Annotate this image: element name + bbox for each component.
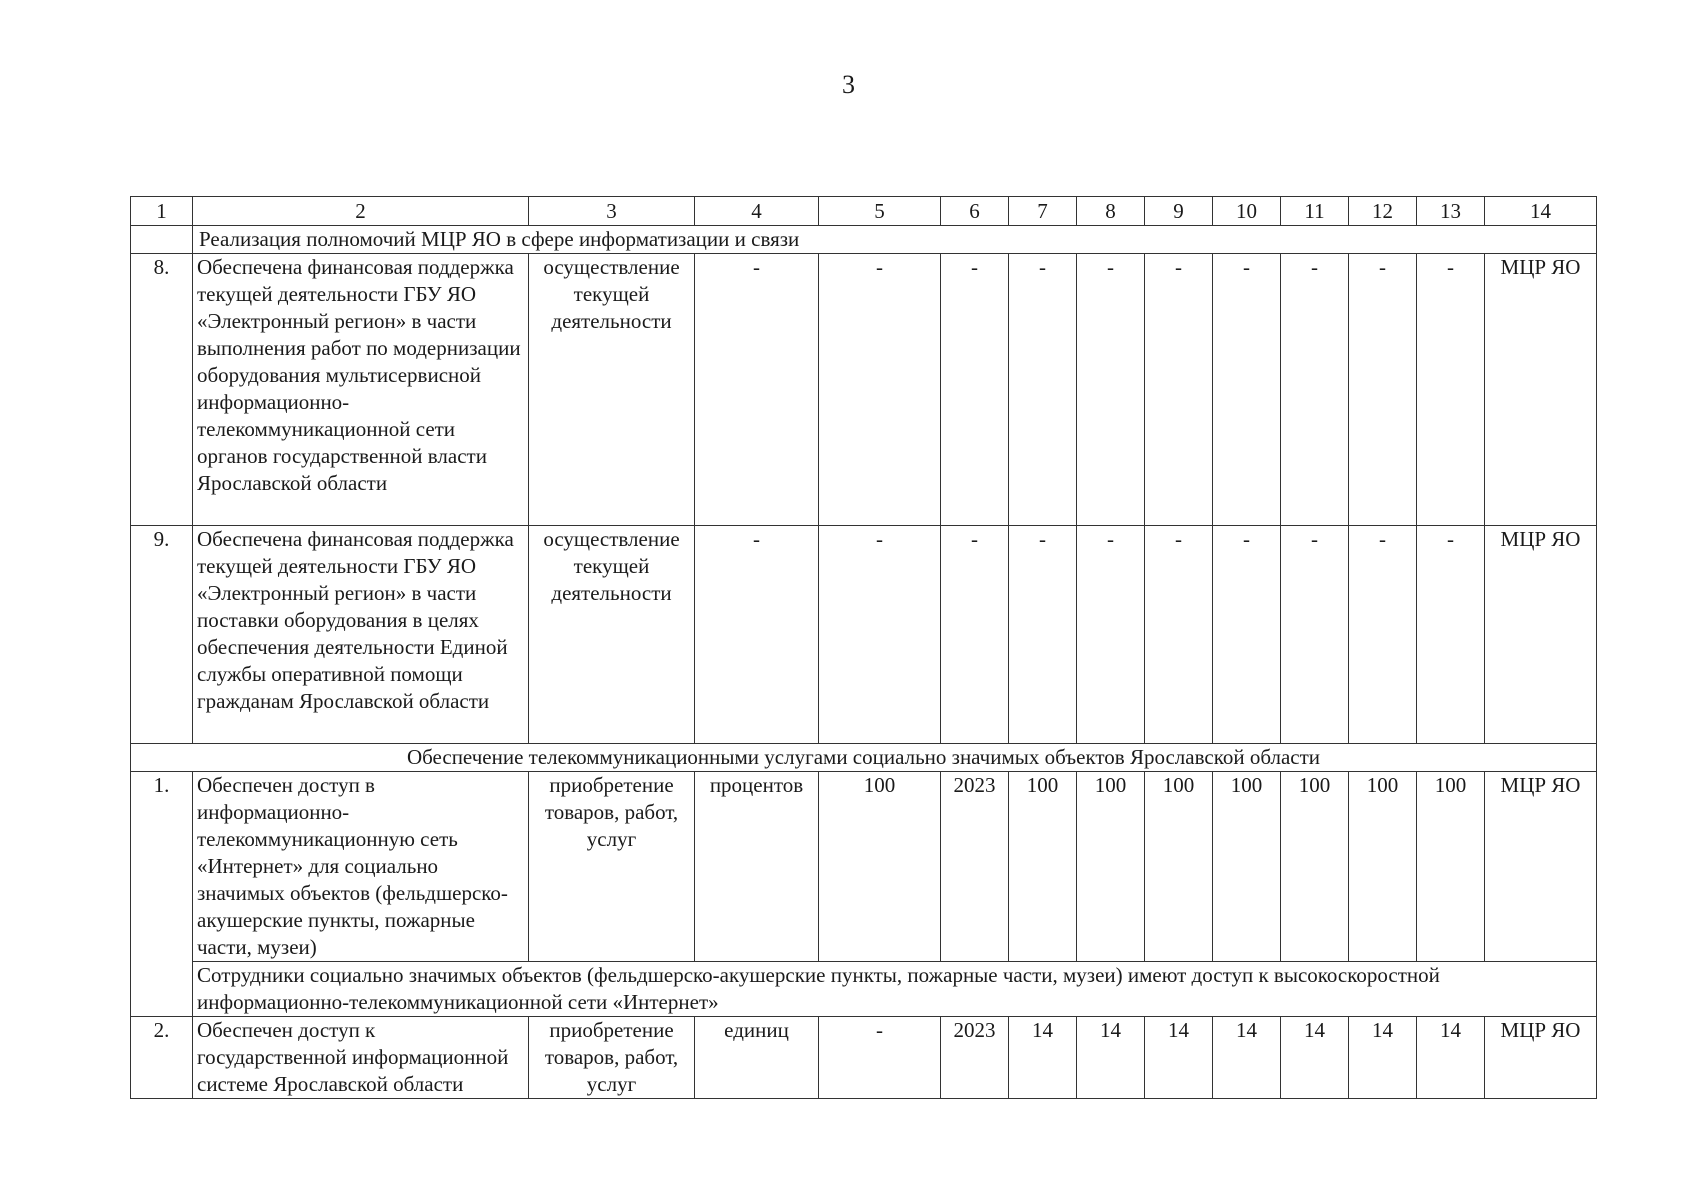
- base-value-cell: -: [819, 254, 941, 526]
- section-row-telecom: [131, 744, 1597, 772]
- table-row: [131, 1017, 1597, 1099]
- col-header-9: 9: [1145, 197, 1213, 226]
- value-cell: 100: [1417, 772, 1485, 962]
- col-header-8: 8: [1077, 197, 1145, 226]
- base-year-cell: 2023: [941, 772, 1009, 962]
- col-header-1: 1: [131, 197, 193, 226]
- base-value-cell: 100: [819, 772, 941, 962]
- value-cell: -: [1349, 254, 1417, 526]
- section-row-informatization: [131, 226, 1597, 254]
- value-cell: -: [1077, 254, 1145, 526]
- column-number-row: [131, 197, 1597, 226]
- measure-type: осуществление текущей деятельности: [529, 526, 695, 744]
- measure-description: Обеспечена финансовая поддержка текущей деятельности ГБУ ЯО «Электронный регион» в части поставки оборудования в целях обеспечения деятельности Единой службы оперативной помощи гражданам Ярославской области: [193, 526, 529, 744]
- responsible-cell: МЦР ЯО: [1485, 254, 1597, 526]
- page-number: 3: [842, 70, 855, 99]
- unit-cell: процентов: [695, 772, 819, 962]
- value-cell: 100: [1145, 772, 1213, 962]
- col-header-12: 12: [1349, 197, 1417, 226]
- result-note-row: [131, 962, 1597, 1017]
- col-header-4: 4: [695, 197, 819, 226]
- responsible-cell: МЦР ЯО: [1485, 526, 1597, 744]
- col-header-5: 5: [819, 197, 941, 226]
- measure-description: Обеспечена финансовая поддержка текущей деятельности ГБУ ЯО «Электронный регион» в части выполнения работ по модернизации оборудования мультисервисной информационно-телекоммуникационной сети органов государственной власти Ярославской области: [193, 254, 529, 526]
- value-cell: 14: [1009, 1017, 1077, 1099]
- col-header-14: 14: [1485, 197, 1597, 226]
- table-row: [131, 254, 1597, 526]
- value-cell: -: [1281, 254, 1349, 526]
- value-cell: -: [1281, 526, 1349, 744]
- table-row: [131, 772, 1597, 962]
- table-row: [131, 526, 1597, 744]
- section-title: Обеспечение телекоммуникационными услугами социально значимых объектов Ярославской области: [131, 744, 1597, 772]
- unit-cell: -: [695, 526, 819, 744]
- base-year-cell: 2023: [941, 1017, 1009, 1099]
- row-number: 8.: [131, 254, 193, 526]
- value-cell: -: [1213, 526, 1281, 744]
- measure-type: приобретение товаров, работ, услуг: [529, 772, 695, 962]
- col-header-3: 3: [529, 197, 695, 226]
- section-title: Реализация полномочий МЦР ЯО в сфере информатизации и связи: [193, 226, 1597, 254]
- value-cell: 100: [1077, 772, 1145, 962]
- value-cell: 14: [1349, 1017, 1417, 1099]
- value-cell: -: [1145, 526, 1213, 744]
- result-note: Сотрудники социально значимых объектов (фельдшерско-акушерские пункты, пожарные части, музеи) имеют доступ к высокоскоростной информационно-телекоммуникационной сети «Интернет»: [193, 962, 1597, 1017]
- base-value-cell: -: [819, 526, 941, 744]
- value-cell: 100: [1009, 772, 1077, 962]
- unit-cell: единиц: [695, 1017, 819, 1099]
- value-cell: -: [1417, 254, 1485, 526]
- value-cell: 100: [1349, 772, 1417, 962]
- col-header-11: 11: [1281, 197, 1349, 226]
- value-cell: 14: [1213, 1017, 1281, 1099]
- value-cell: -: [1349, 526, 1417, 744]
- row-number: 9.: [131, 526, 193, 744]
- col-header-10: 10: [1213, 197, 1281, 226]
- value-cell: -: [1009, 526, 1077, 744]
- measure-type: осуществление текущей деятельности: [529, 254, 695, 526]
- value-cell: 14: [1077, 1017, 1145, 1099]
- base-year-cell: -: [941, 254, 1009, 526]
- col-header-2: 2: [193, 197, 529, 226]
- value-cell: 14: [1145, 1017, 1213, 1099]
- value-cell: 100: [1213, 772, 1281, 962]
- base-year-cell: -: [941, 526, 1009, 744]
- value-cell: -: [1213, 254, 1281, 526]
- col-header-7: 7: [1009, 197, 1077, 226]
- measure-description: Обеспечен доступ к государственной информационной системе Ярославской области: [193, 1017, 529, 1099]
- value-cell: 14: [1281, 1017, 1349, 1099]
- base-value-cell: -: [819, 1017, 941, 1099]
- col-header-13: 13: [1417, 197, 1485, 226]
- row-number: 1.: [131, 772, 193, 1017]
- value-cell: 14: [1417, 1017, 1485, 1099]
- value-cell: -: [1145, 254, 1213, 526]
- value-cell: -: [1009, 254, 1077, 526]
- unit-cell: -: [695, 254, 819, 526]
- value-cell: -: [1077, 526, 1145, 744]
- responsible-cell: МЦР ЯО: [1485, 1017, 1597, 1099]
- col-header-6: 6: [941, 197, 1009, 226]
- measures-table: [130, 196, 1597, 1099]
- value-cell: 100: [1281, 772, 1349, 962]
- row-number: 2.: [131, 1017, 193, 1099]
- measure-type: приобретение товаров, работ, услуг: [529, 1017, 695, 1099]
- value-cell: -: [1417, 526, 1485, 744]
- measure-description: Обеспечен доступ в информационно-телекоммуникационную сеть «Интернет» для социально значимых объектов (фельдшерско-акушерские пункты, пожарные части, музеи): [193, 772, 529, 962]
- responsible-cell: МЦР ЯО: [1485, 772, 1597, 962]
